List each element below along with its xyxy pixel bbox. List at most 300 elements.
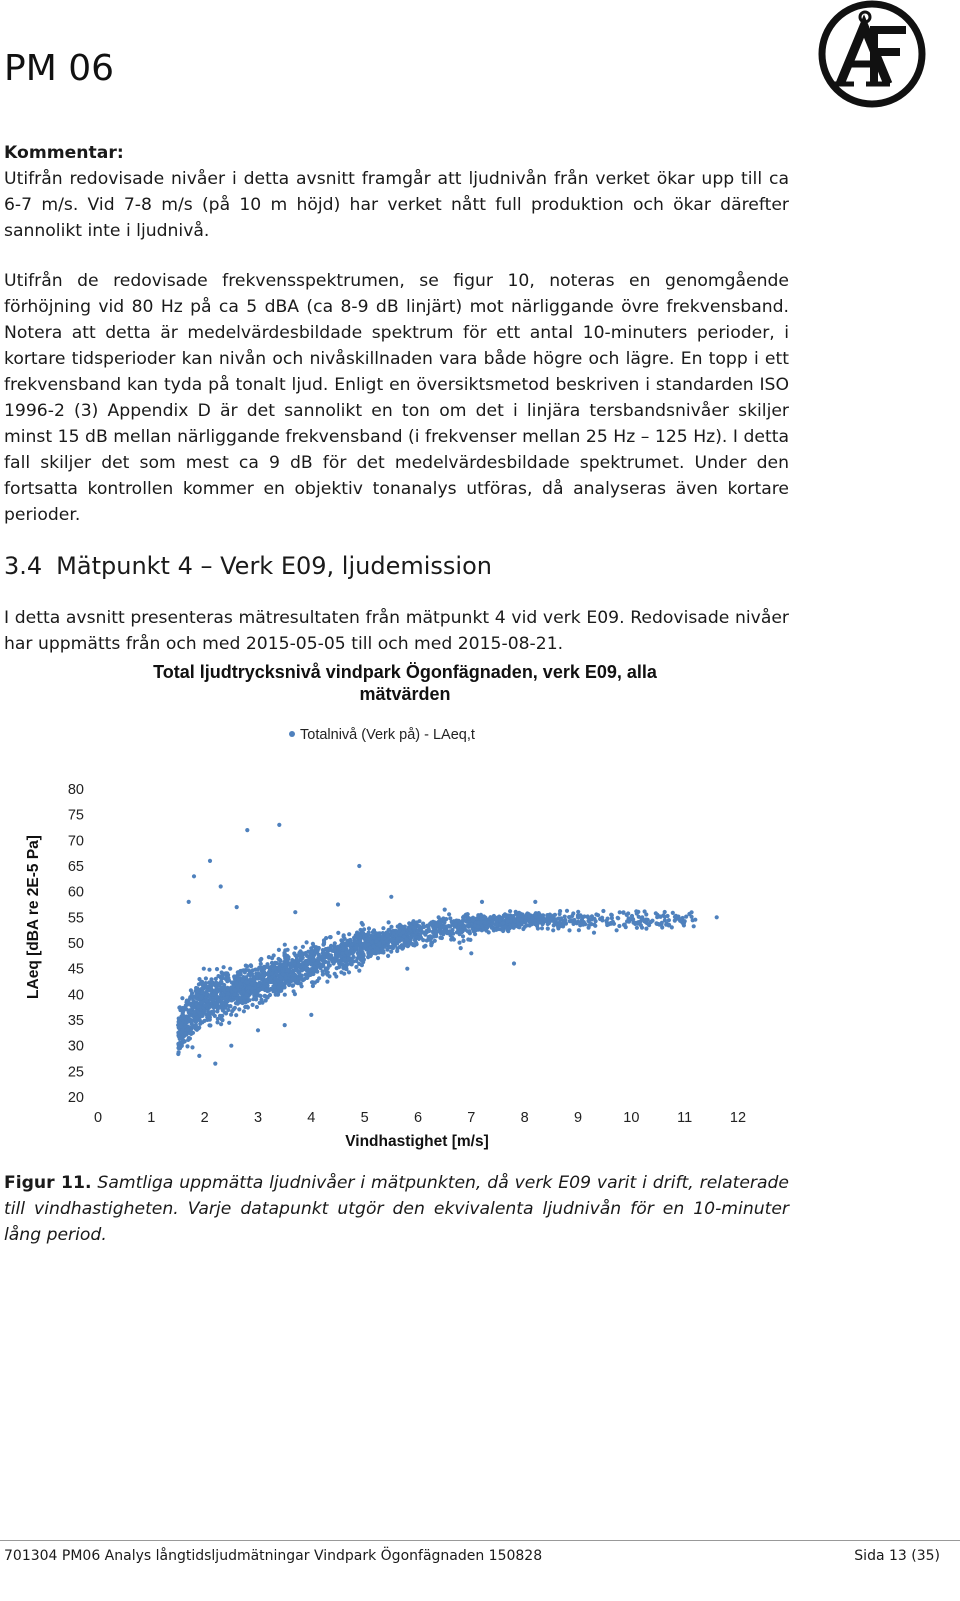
data-point (587, 926, 591, 930)
data-point (347, 932, 351, 936)
data-point (551, 928, 555, 932)
data-point (423, 933, 427, 937)
data-point (243, 1005, 247, 1009)
data-point (249, 964, 253, 968)
data-point (185, 1044, 189, 1048)
data-point (452, 923, 456, 927)
data-point (215, 995, 219, 999)
y-tick-label: 55 (67, 910, 84, 927)
data-point (226, 1008, 230, 1012)
section-heading (4, 552, 492, 580)
data-point (634, 909, 638, 913)
data-point (512, 923, 516, 927)
data-point (293, 992, 297, 996)
x-tick-label: 12 (729, 1110, 747, 1126)
data-point (236, 970, 240, 974)
comment-heading: Kommentar: (4, 143, 124, 163)
section-intro: I detta avsnitt presenteras mätresultaten från mätpunkt 4 vid verk E09. Redovisade nivåer har uppmätts från och med 2015-05-05 till och med 2015-08-21. (4, 608, 789, 654)
chart-title-line-2: mätvärden (359, 684, 451, 704)
data-point (341, 951, 345, 955)
data-point (325, 980, 329, 984)
data-point (317, 946, 321, 950)
data-point (197, 982, 201, 986)
data-point (570, 914, 574, 918)
y-tick-label: 65 (67, 859, 84, 875)
data-point (380, 937, 384, 941)
data-point (259, 994, 263, 998)
data-point (361, 952, 365, 956)
data-point (220, 1006, 224, 1010)
data-point (226, 988, 230, 992)
y-tick-label: 25 (67, 1064, 84, 1081)
data-point (296, 963, 300, 967)
data-point (190, 1020, 194, 1024)
data-point (434, 930, 438, 934)
data-point (226, 992, 230, 996)
data-point (381, 926, 385, 930)
data-point (208, 859, 212, 863)
data-point (324, 960, 328, 964)
data-point (637, 915, 641, 919)
data-point (202, 967, 206, 971)
data-point (240, 969, 244, 973)
data-point (236, 977, 240, 981)
data-point (545, 916, 549, 920)
y-tick-label: 70 (67, 833, 84, 850)
data-point (488, 916, 492, 920)
data-point (232, 975, 236, 979)
data-point (216, 1007, 220, 1011)
figure-label: Figur 11. (4, 1173, 92, 1193)
y-axis-label: LAeq [dBA re 2E-5 Pa] (25, 835, 42, 999)
data-point (244, 1000, 248, 1004)
data-point (273, 985, 277, 989)
data-point (554, 917, 558, 921)
data-point (460, 930, 464, 934)
data-point (295, 978, 299, 982)
comment-paragraph-2: Utifrån de redovisade frekvensspektrumen, se figur 10, noteras en genomgående förhöjning vid 80 Hz på ca 5 dBA (ca 8-9 dB linjärt) mot närliggande övre frekvensband. Notera att detta är medelvärdesbildade spektrum för ett antal 10-minuters perioder, i kortare tidsperioder kan nivån och nivåskillnaden vara både högre och lägre. En topp i ett frekvensband kan tyda på tonalt ljud. Enligt en översiktsmetod beskriven i standarden ISO 1996-2 (3) Appendix D är det sannolikt en ton om det i linjära tersbandsnivåer skiljer minst 15 dB mellan närliggande frekvensband (i frekvenser mellan 25 Hz – 125 Hz). I detta fall skiljer det som mest ca 9 dB för det medelvärdesbildade spektrumet. Under den fortsatta kontrollen kommer en objektiv tonanalys utföras, då analyseras även kortare perioder. (4, 271, 789, 525)
data-point (311, 958, 315, 962)
data-point (412, 933, 416, 937)
x-tick-label: 7 (467, 1110, 476, 1126)
data-point (186, 1027, 190, 1031)
data-point (451, 932, 455, 936)
data-point (469, 951, 473, 955)
data-point (250, 972, 254, 976)
data-point (277, 823, 281, 827)
data-point (288, 961, 292, 965)
data-point (557, 921, 561, 925)
data-point (633, 922, 637, 926)
data-point (247, 968, 251, 972)
data-point (325, 966, 329, 970)
x-axis-label: Vindhastighet [m/s] (345, 1133, 489, 1150)
y-tick-labels (68, 782, 84, 1106)
data-point (336, 902, 340, 906)
data-point (396, 937, 400, 941)
data-point (198, 1011, 202, 1015)
data-point (455, 930, 459, 934)
data-point (256, 983, 260, 987)
data-point (715, 915, 719, 919)
data-point (534, 914, 538, 918)
data-point (448, 916, 452, 920)
data-point (270, 972, 274, 976)
data-point (558, 909, 562, 913)
x-tick-label: 8 (520, 1110, 529, 1126)
data-point (398, 945, 402, 949)
data-point (234, 1013, 238, 1017)
data-point (450, 928, 454, 932)
data-point (239, 996, 243, 1000)
data-point (285, 968, 289, 972)
data-point (601, 909, 605, 913)
data-point (291, 984, 295, 988)
data-point (371, 944, 375, 948)
data-point (301, 945, 305, 949)
data-point (200, 995, 204, 999)
data-point (567, 928, 571, 932)
data-point (541, 916, 545, 920)
data-point (242, 1009, 246, 1013)
data-point (533, 922, 537, 926)
data-point (273, 961, 277, 965)
data-point (223, 971, 227, 975)
data-point (442, 920, 446, 924)
data-point (508, 909, 512, 913)
data-point (565, 909, 569, 913)
y-tick-label: 35 (67, 1013, 84, 1029)
data-point (630, 914, 634, 918)
data-point (359, 943, 363, 947)
data-point (204, 992, 208, 996)
data-point (204, 976, 208, 980)
data-point (240, 978, 244, 982)
data-point (589, 922, 593, 926)
data-point (333, 972, 337, 976)
data-point (516, 917, 520, 921)
data-point (264, 965, 268, 969)
data-point (324, 936, 328, 940)
data-point (267, 955, 271, 959)
x-tick-label: 4 (307, 1110, 316, 1126)
data-point (228, 967, 232, 971)
y-tick-label: 30 (67, 1038, 84, 1055)
data-point (183, 1032, 187, 1036)
data-point (295, 957, 299, 961)
data-point (342, 957, 346, 961)
data-point (332, 948, 336, 952)
data-point (298, 981, 302, 985)
data-point (421, 938, 425, 942)
data-point (578, 923, 582, 927)
data-point (457, 919, 461, 923)
data-point (291, 977, 295, 981)
data-point (248, 985, 252, 989)
data-point (244, 992, 248, 996)
data-point (200, 983, 204, 987)
data-point (214, 981, 218, 985)
data-point (326, 956, 330, 960)
data-point (361, 923, 365, 927)
data-point (336, 931, 340, 935)
data-point (178, 1005, 182, 1009)
x-tick-label: 3 (253, 1110, 263, 1126)
data-point (221, 1001, 225, 1005)
data-point (219, 979, 223, 983)
data-point (386, 954, 390, 958)
data-point (348, 938, 352, 942)
data-point (359, 958, 363, 962)
data-point (209, 984, 213, 988)
data-point (311, 984, 315, 988)
data-point (357, 969, 361, 973)
data-point (536, 920, 540, 924)
data-point (693, 918, 697, 922)
data-point (576, 915, 580, 919)
data-point (350, 957, 354, 961)
data-point (316, 965, 320, 969)
data-point (200, 986, 204, 990)
data-point (275, 977, 279, 981)
x-tick-label: 2 (200, 1110, 209, 1126)
data-point (682, 923, 686, 927)
data-point (428, 934, 432, 938)
data-point (336, 946, 340, 950)
data-point (487, 923, 491, 927)
data-point (254, 997, 258, 1001)
data-point (525, 911, 529, 915)
page-title: PM 06 (4, 48, 115, 89)
chart-title-line-1: Total ljudtrycksnivå vindpark Ögonfägnaden, verk E09, alla (153, 662, 657, 682)
data-point (366, 937, 370, 941)
data-point (283, 1023, 287, 1027)
x-tick-label: 6 (413, 1110, 423, 1126)
data-point (495, 922, 499, 926)
x-tick-label: 11 (677, 1110, 693, 1126)
data-point (233, 993, 237, 997)
data-point (190, 1045, 194, 1049)
data-point (409, 925, 413, 929)
data-point (663, 910, 667, 914)
x-tick-label: 9 (573, 1110, 583, 1126)
data-point (300, 968, 304, 972)
x-tick-label: 1 (147, 1110, 156, 1126)
data-point (430, 941, 434, 945)
figure-text: Samtliga uppmätta ljudnivåer i mätpunkten, då verk E09 varit i drift, relaterade till vindhastigheten. Varje datapunkt utgör den ekvivalenta ljudnivån för en 10-minuter lång period. (4, 1173, 789, 1245)
data-point (220, 975, 224, 979)
data-point (471, 918, 475, 922)
y-tick-label: 60 (67, 884, 84, 901)
data-point (178, 1045, 182, 1049)
data-point (227, 1021, 231, 1025)
data-point (667, 923, 671, 927)
data-point (215, 967, 219, 971)
figure-caption (4, 1170, 789, 1248)
data-point (609, 913, 613, 917)
data-point (196, 1004, 200, 1008)
data-point (367, 953, 371, 957)
data-point (362, 927, 366, 931)
data-point (229, 998, 233, 1002)
data-point (317, 976, 321, 980)
data-point (302, 977, 306, 981)
data-point (192, 1010, 196, 1014)
data-point (589, 917, 593, 921)
data-point (533, 900, 537, 904)
data-point (413, 938, 417, 942)
data-point (592, 931, 596, 935)
footer-page-number: Sida 13 (35) (854, 1548, 940, 1564)
data-point (251, 1003, 255, 1007)
data-point (552, 923, 556, 927)
data-point (223, 1010, 227, 1014)
data-point (233, 988, 237, 992)
data-point (207, 968, 211, 972)
data-point (644, 927, 648, 931)
data-point (221, 986, 225, 990)
data-point (342, 934, 346, 938)
data-point (474, 928, 478, 932)
data-point (312, 965, 316, 969)
data-point (611, 920, 615, 924)
data-point (512, 961, 516, 965)
data-point (220, 1014, 224, 1018)
data-point (671, 911, 675, 915)
data-point (179, 1031, 183, 1035)
data-point (606, 917, 610, 921)
section-title: Mätpunkt 4 – Verk E09, ljudemission (56, 552, 492, 580)
data-point (354, 946, 358, 950)
data-point (642, 918, 646, 922)
data-point (616, 916, 620, 920)
data-point (398, 923, 402, 927)
data-point (214, 977, 218, 981)
data-point (247, 998, 251, 1002)
data-point (459, 946, 463, 950)
comment-text-1: Utifrån redovisade nivåer i detta avsnitt framgår att ljudnivån från verket ökar upp till ca 6-7 m/s. Vid 7-8 m/s (på 10 m höjd) har verket nått full produktion och ökar därefter sannolikt inte i ljudnivå. (4, 169, 789, 241)
data-point (363, 944, 367, 948)
data-point (546, 927, 550, 931)
data-point (501, 921, 505, 925)
data-point (398, 929, 402, 933)
data-point (461, 917, 465, 921)
data-point (255, 1005, 259, 1009)
data-point (191, 999, 195, 1003)
data-point (514, 912, 518, 916)
data-point (263, 994, 267, 998)
data-point (391, 931, 395, 935)
data-point (330, 958, 334, 962)
data-point (322, 951, 326, 955)
data-point (205, 985, 209, 989)
data-point (420, 925, 424, 929)
data-point (328, 935, 332, 939)
data-point (259, 957, 263, 961)
data-point (310, 980, 314, 984)
data-point (211, 1010, 215, 1014)
data-point (283, 943, 287, 947)
data-point (188, 1031, 192, 1035)
data-point (203, 1003, 207, 1007)
data-point (447, 924, 451, 928)
data-point (385, 934, 389, 938)
data-point (635, 926, 639, 930)
data-point (283, 985, 287, 989)
data-point (523, 919, 527, 923)
data-point (337, 959, 341, 963)
data-point (277, 982, 281, 986)
data-point (237, 1007, 241, 1011)
data-point (422, 945, 426, 949)
data-point (443, 908, 447, 912)
data-point (215, 1020, 219, 1024)
scatter-chart (20, 652, 760, 1152)
footer-document-ref: 701304 PM06 Analys långtidsljudmätningar Vindpark Ögonfägnaden 150828 (4, 1548, 543, 1564)
data-point (466, 912, 470, 916)
data-point (246, 980, 250, 984)
data-point (498, 917, 502, 921)
data-point (441, 932, 445, 936)
data-point (187, 900, 191, 904)
data-point (268, 977, 272, 981)
data-point (571, 922, 575, 926)
data-point (256, 1028, 260, 1032)
data-point (304, 961, 308, 965)
data-point (326, 948, 330, 952)
data-point (195, 1028, 199, 1032)
data-point (322, 940, 326, 944)
data-point (192, 874, 196, 878)
data-point (600, 916, 604, 920)
data-point (199, 1001, 203, 1005)
data-point (457, 941, 461, 945)
data-point (354, 959, 358, 963)
data-point (264, 988, 268, 992)
data-point (452, 937, 456, 941)
data-point (284, 980, 288, 984)
data-point (305, 940, 309, 944)
data-point (222, 996, 226, 1000)
legend-marker (289, 731, 295, 737)
data-point (500, 925, 504, 929)
y-tick-label: 20 (67, 1090, 84, 1106)
footer-divider (0, 1540, 960, 1541)
data-point (682, 920, 686, 924)
data-point (402, 935, 406, 939)
data-point (660, 921, 664, 925)
data-point (263, 973, 267, 977)
data-point (663, 915, 667, 919)
data-point (207, 1023, 211, 1027)
x-tick-label: 0 (93, 1110, 103, 1126)
data-point (197, 1054, 201, 1058)
data-point (200, 990, 204, 994)
x-tick-labels (94, 1110, 746, 1126)
data-point (618, 910, 622, 914)
data-point (576, 910, 580, 914)
data-point (316, 956, 320, 960)
data-point (376, 956, 380, 960)
data-point (466, 929, 470, 933)
data-point (375, 950, 379, 954)
data-point (245, 964, 249, 968)
data-point (277, 948, 281, 952)
data-point (357, 953, 361, 957)
data-point (501, 929, 505, 933)
data-point (643, 909, 647, 913)
data-point (209, 989, 213, 993)
